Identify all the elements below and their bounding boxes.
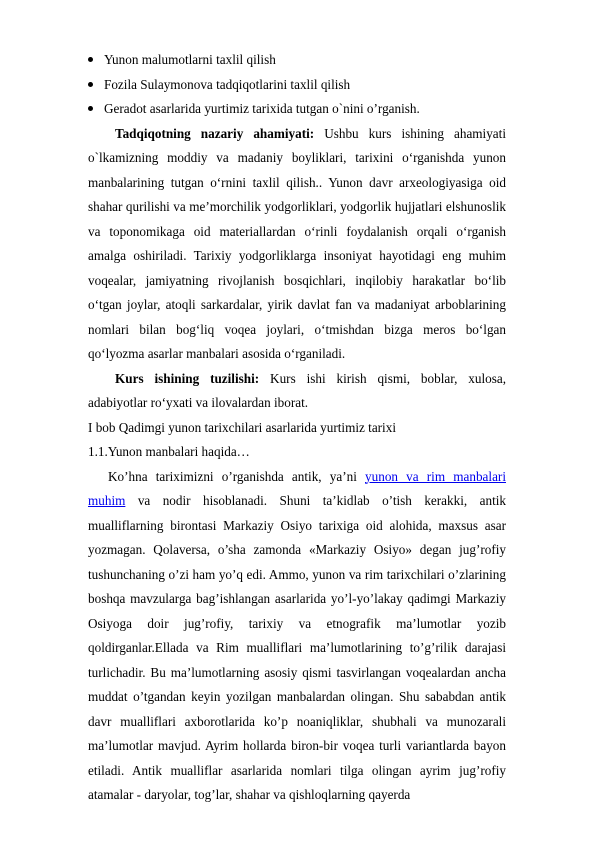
bullet-icon	[88, 82, 93, 87]
significance-paragraph	[88, 122, 506, 367]
manbalar-link[interactable]: yunon va rim manbalari muhim	[88, 468, 506, 508]
significance-heading: Tadqiqotning nazariy ahamiyati:	[115, 125, 315, 141]
section-title: 1.1.Yunon manbalari haqida…	[88, 444, 250, 459]
list-item: Fozila Sulaymonova tadqiqotlarini taxlil qilish	[88, 73, 506, 98]
list-item: Yunon malumotlarni taxlil qilish	[88, 48, 506, 73]
structure-heading: Kurs ishining tuzilishi:	[115, 370, 260, 386]
document-page	[88, 48, 506, 808]
body-text: va nodir hisoblanadi. Shuni ta’kidlab o’tish kerakki, antik mualliflarning birontasi Markaziy Osiyo tarixiga oid alohida, maxsus asar yozmagan. Qolaversa, o’sha zamonda «Markaziy Osiyo» degan jug’rofiy tushunchaning o’zi ham yo’q edi. Ammo, yunon va rim tarixchilari o’zlarining boshqa mavzularga bag’ishlangan asarlarida yo’l-yo’lakay qadimgi Markaziy Osiyoga doir jug’rofiy, tarixiy va etnografik ma’lumotlar yozib qoldirganlar.Ellada va Rim mualliflari ma’lumotlarining to’g’rilik darajasi turlichadir. Bu ma’lumotlarning asosiy qismi tasvirlangan voqealardan ancha muddat o’tgandan keyin yozilgan manbalardan olingan. Shu sababdan antik davr mualliflari axborotlarida ko’p noaniqliklar, shubhali va munozarali ma’lumotlar mavjud. Ayrim hollarda biron-bir voqea turli variantlarda bayon etiladi. Antik mualliflar asarlarida nomlari tilga olingan ayrim jug’rofiy atamalar - daryolar, tog’lar, shahar va qishloqlarning qayerda	[88, 493, 506, 802]
objectives-list	[88, 48, 506, 122]
body-intro: Ko’hna tariximizni o’rganishda antik, ya’ni	[108, 468, 366, 484]
body-paragraph	[88, 465, 506, 808]
structure-text: Kurs ishi kirish qismi, boblar, xulosa, adabiyotlar ro‘yxati va ilovalardan iborat.	[88, 370, 507, 410]
bullet-icon	[88, 106, 93, 111]
list-item: Geradot asarlarida yurtimiz tarixida tutgan o`nini o’rganish.	[88, 97, 506, 122]
chapter-title: I bob Qadimgi yunon tarixchilari asarlarida yurtimiz tarixi	[88, 419, 396, 435]
structure-paragraph	[88, 367, 506, 416]
bullet-icon	[88, 57, 93, 62]
significance-text: Ushbu kurs ishining ahamiyati o`lkamizning moddiy va madaniy boyliklari, tarixini o‘rganishda yunon manbalarining tutgan o‘rnini taxlil qilish.. Yunon davr arxeologiyasiga oid shahar qurilishi va me’morchilik yodgorliklari, yodgorlik hujjatlari elshunoslik va toponomikaga oid materiallardan o‘rinli foydalanish orqali o‘rganish amalga oshiriladi. Tarixiy yodgorliklarga insoniyat hayotidagi eng muhim voqealar, jamiyatning rivojlanish bosqichlari, inqilobiy harakatlar bo‘lib o‘tgan joylar, atoqli sarkardalar, yirik davlat fan va madaniyat arboblarining nomlari bilan bog‘liq voqea joylari, o‘tmishdan bizga meros bo‘lgan qo‘lyozma asarlar manbalari asosida o‘rganiladi.	[88, 125, 506, 361]
